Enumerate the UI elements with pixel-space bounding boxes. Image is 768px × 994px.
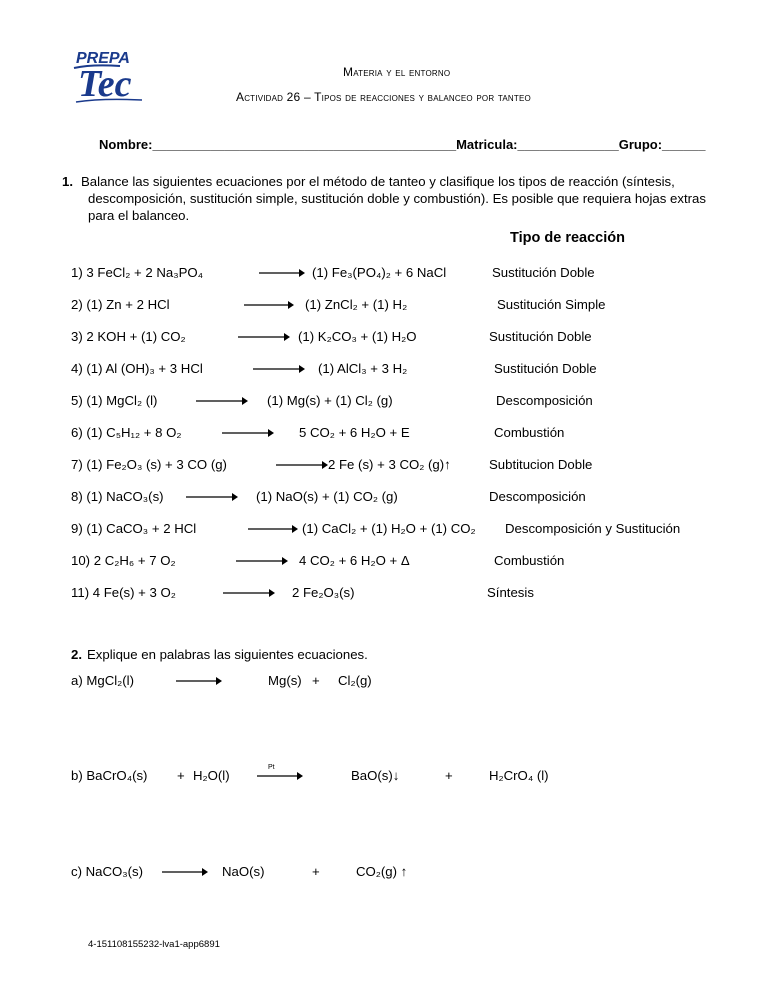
item-b-catalyst: Pt [268,764,275,771]
equation-products: (1) AlCl₃ + 3 H₂ [318,361,408,376]
arrow-icon [222,428,274,438]
equation-reactants: 10) 2 C₂H₆ + 7 O₂ [71,553,176,568]
logo-text-prepa: PREPA [76,50,130,67]
section2-number: 2. [71,647,82,662]
student-info-line: Nombre:__________________________________________Matricula:______________Grupo:______ [99,137,706,152]
equation-reaction-type: Sustitución Doble [489,329,592,344]
equation-products: (1) CaCl₂ + (1) H₂O + (1) CO₂ [302,521,476,536]
arrow-icon [236,556,288,566]
item-b-plus0: + [177,768,185,783]
equation-reaction-type: Sustitución Simple [497,297,606,312]
equation-products: (1) ZnCl₂ + (1) H₂ [305,297,408,312]
equation-products: (1) K₂CO₃ + (1) H₂O [298,329,417,344]
equation-reaction-type: Combustión [494,425,565,440]
equation-reaction-type: Descomposición [496,393,593,408]
equation-reactants: 9) (1) CaCO₃ + 2 HCl [71,521,197,536]
equation-reaction-type: Síntesis [487,585,534,600]
item-a-product2: Cl₂(g) [338,673,372,688]
section2-instructions: Explique en palabras las siguientes ecuaciones. [87,647,368,662]
equation-products: 4 CO₂ + 6 H₂O + Δ [299,553,410,568]
equation-reaction-type: Sustitución Doble [494,361,597,376]
equation-products: (1) NaO(s) + (1) CO₂ (g) [256,489,398,504]
equation-products: 5 CO₂ + 6 H₂O + E [299,425,410,440]
item-b-label: b) BaCrO₄(s) [71,768,148,783]
arrow-icon [223,588,275,598]
equation-reactants: 4) (1) Al (OH)₃ + 3 HCl [71,361,203,376]
arrow-icon [238,332,290,342]
equation-products: (1) Mg(s) + (1) Cl₂ (g) [267,393,393,408]
item-c-product1: NaO(s) [222,864,265,879]
item-b-product1: BaO(s)↓ [351,768,400,783]
equation-products: 2 Fe (s) + 3 CO₂ (g)↑ [328,457,451,472]
equation-reactants: 5) (1) MgCl₂ (l) [71,393,158,408]
arrow-icon [253,364,305,374]
equation-reactants: 11) 4 Fe(s) + 3 O₂ [71,585,176,600]
item-b-plus1: + [445,768,453,783]
arrow-icon [186,492,238,502]
equation-reactants: 8) (1) NaCO₃(s) [71,489,164,504]
arrow-icon [257,771,303,781]
footer-id: 4-151108155232-lva1-app6891 [88,939,220,950]
arrow-icon [196,396,248,406]
equation-reactants: 2) (1) Zn + 2 HCl [71,297,170,312]
prepatec-logo [72,48,148,106]
arrow-icon [276,460,328,470]
arrow-icon [248,524,298,534]
equation-reactants: 6) (1) C₅H₁₂ + 8 O₂ [71,425,182,440]
arrow-icon [162,867,208,877]
equation-products: 2 Fe₂O₃(s) [292,585,355,600]
equation-products: (1) Fe₃(PO₄)₂ + 6 NaCl [312,265,447,280]
equation-reaction-type: Combustión [494,553,565,568]
item-a-plus: + [312,673,320,688]
equation-reaction-type: Descomposición [489,489,586,504]
item-a-product1: Mg(s) [268,673,302,688]
section1-number: 1. [62,174,73,189]
equation-reactants: 7) (1) Fe₂O₃ (s) + 3 CO (g) [71,457,227,472]
section1-instructions-line1: Balance las siguientes ecuaciones por el método de tanteo y clasifique los tipos de reacción (síntesis, [81,174,675,189]
arrow-icon [244,300,294,310]
section1-instructions-line3: para el balanceo. [88,208,190,223]
item-c-label: c) NaCO₃(s) [71,864,144,879]
equation-reactants: 1) 3 FeCl₂ + 2 Na₃PO₄ [71,265,204,280]
equation-reactants: 3) 2 KOH + (1) CO₂ [71,329,186,344]
equation-reaction-type: Subtitucion Doble [489,457,593,472]
page-title: Materia y el entorno [343,65,451,79]
item-a-label: a) MgCl₂(l) [71,673,134,688]
reaction-type-header: Tipo de reacción [510,230,625,246]
logo-text-tec: Tec [78,63,132,105]
equation-reaction-type: Sustitución Doble [492,265,595,280]
item-b-product2: H₂CrO₄ (l) [489,768,549,783]
arrow-icon [176,676,222,686]
item-c-plus: + [312,864,320,879]
item-c-product2: CO₂(g) ↑ [356,864,408,879]
item-b-reactant2: H₂O(l) [193,768,230,783]
page-subtitle: Actividad 26 – Tipos de reacciones y balanceo por tanteo [236,90,531,104]
equation-reaction-type: Descomposición y Sustitución [505,521,681,536]
section1-instructions-line2: descomposición, sustitución simple, sustitución doble y combustión). Es posible que requiera hojas extras [88,191,706,206]
arrow-icon [259,268,305,278]
